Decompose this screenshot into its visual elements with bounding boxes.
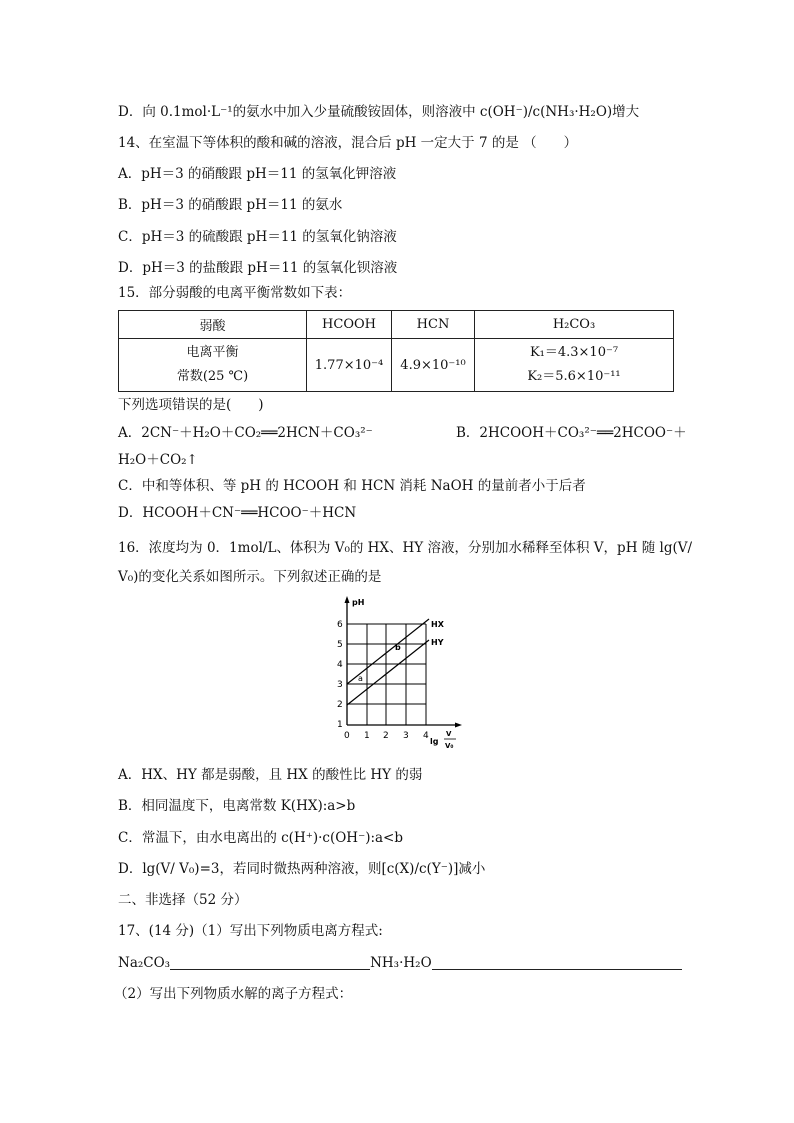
q17-part2: （2）写出下列物质水解的离子方程式：: [114, 986, 353, 1002]
q17-blank-line: [118, 954, 682, 972]
xtick-1: 1: [364, 731, 370, 741]
ph-dilution-graph: [330, 592, 470, 752]
ytick-5: 5: [337, 640, 343, 650]
point-a-label: a: [358, 674, 363, 683]
q16-option-c: C．常温下，由水电离出的 c(H⁺)·c(OH⁻):a<b: [118, 830, 404, 846]
point-b-label: b: [395, 643, 401, 652]
ytick-6: 6: [337, 620, 343, 630]
table-row-label: [119, 339, 307, 392]
q14-option-b: B．pH＝3 的硝酸跟 pH＝11 的氨水: [118, 197, 343, 213]
q15-option-a: A．2CN⁻＋H₂O＋CO₂══2HCN＋CO₃²⁻: [118, 425, 373, 441]
h2co3-k2: K₂＝5.6×10⁻¹¹: [527, 369, 621, 384]
ytick-3: 3: [337, 680, 343, 690]
hy-curve: [347, 640, 429, 705]
x-axis-label-v0: V₀: [445, 742, 454, 750]
y-axis-label: pH: [352, 598, 365, 607]
table-cell-hcooh: 1.77×10⁻⁴: [307, 339, 392, 392]
xtick-3: 3: [403, 731, 409, 741]
row-label-line2: 常数(25 ℃): [176, 369, 249, 384]
xtick-2: 2: [383, 731, 389, 741]
xtick-4: 4: [423, 731, 429, 741]
q17-nh3h2o: NH₃·H₂O: [370, 955, 432, 971]
q16-option-b: B．相同温度下，电离常数 K(HX):a>b: [118, 798, 356, 814]
q15-option-d: D．HCOOH＋CN⁻══HCOO⁻＋HCN: [118, 505, 357, 521]
table-head-h2co3: H₂CO₃: [475, 311, 674, 339]
ytick-2: 2: [337, 700, 343, 710]
xtick-0: 0: [344, 731, 350, 741]
series-label-hx: HX: [431, 620, 444, 629]
table-cell-hcn: 4.9×10⁻¹⁰: [392, 339, 475, 392]
q15-option-b: B．2HCOOH＋CO₃²⁻══2HCOO⁻＋: [456, 425, 687, 441]
row-label-line1: 电离平衡: [186, 345, 239, 360]
q16-option-a: A．HX、HY 都是弱酸，且 HX 的酸性比 HY 的弱: [118, 767, 423, 783]
q14-stem: 14、在室温下等体积的酸和碱的溶液，混合后 pH 一定大于 7 的是 （ ）: [118, 135, 578, 151]
answer-blank-nh3h2o[interactable]: [432, 955, 682, 970]
acid-constant-table: [118, 310, 674, 392]
x-axis-label-v: V: [446, 730, 452, 738]
q13-option-d: D．向 0.1mol·L⁻¹的氨水中加入少量硫酸铵固体，则溶液中 c(OH⁻)/c(NH₃·H₂O)增大: [118, 104, 640, 120]
answer-blank-na2co3[interactable]: [170, 955, 370, 970]
table-head-hcooh: HCOOH: [307, 311, 392, 339]
q17-na2co3: Na₂CO₃: [118, 955, 171, 971]
table-head-acid: 弱酸: [119, 311, 307, 339]
series-label-hy: HY: [431, 638, 444, 647]
q15-question: 下列选项错误的是( ): [118, 397, 264, 413]
q17-stem: 17、(14 分)（1）写出下列物质电离方程式:: [118, 923, 383, 939]
q15-option-b-cont: H₂O＋CO₂↑: [118, 452, 198, 468]
q14-option-c: C．pH＝3 的硫酸跟 pH＝11 的氢氧化钠溶液: [118, 229, 397, 245]
q14-option-a: A．pH＝3 的硝酸跟 pH＝11 的氢氧化钾溶液: [118, 166, 397, 182]
x-axis-label-lg: lg: [430, 737, 439, 746]
section-2-heading: 二、非选择（52 分）: [118, 892, 248, 908]
table-cell-h2co3: [475, 339, 674, 392]
table-head-hcn: HCN: [392, 311, 475, 339]
q15-option-c: C．中和等体积、等 pH 的 HCOOH 和 HCN 消耗 NaOH 的量前者小于后者: [118, 478, 586, 494]
h2co3-k1: K₁＝4.3×10⁻⁷: [529, 345, 619, 360]
q15-stem: 15．部分弱酸的电离平衡常数如下表：: [118, 285, 352, 301]
ytick-1: 1: [337, 720, 343, 730]
q14-option-d: D．pH＝3 的盐酸跟 pH＝11 的氢氧化钡溶液: [118, 260, 398, 276]
q16-option-d: D．lg(V/ V₀)=3，若同时微热两种溶液，则[c(X)/c(Y⁻)]减小: [118, 861, 486, 877]
q16-stem-cont: V₀)的变化关系如图所示。下列叙述正确的是: [118, 569, 382, 585]
ytick-4: 4: [337, 660, 343, 670]
q16-stem: 16．浓度均为 0．1mol/L、体积为 V₀的 HX、HY 溶液，分别加水稀释至体积 V，pH 随 lg(V/: [118, 540, 693, 556]
